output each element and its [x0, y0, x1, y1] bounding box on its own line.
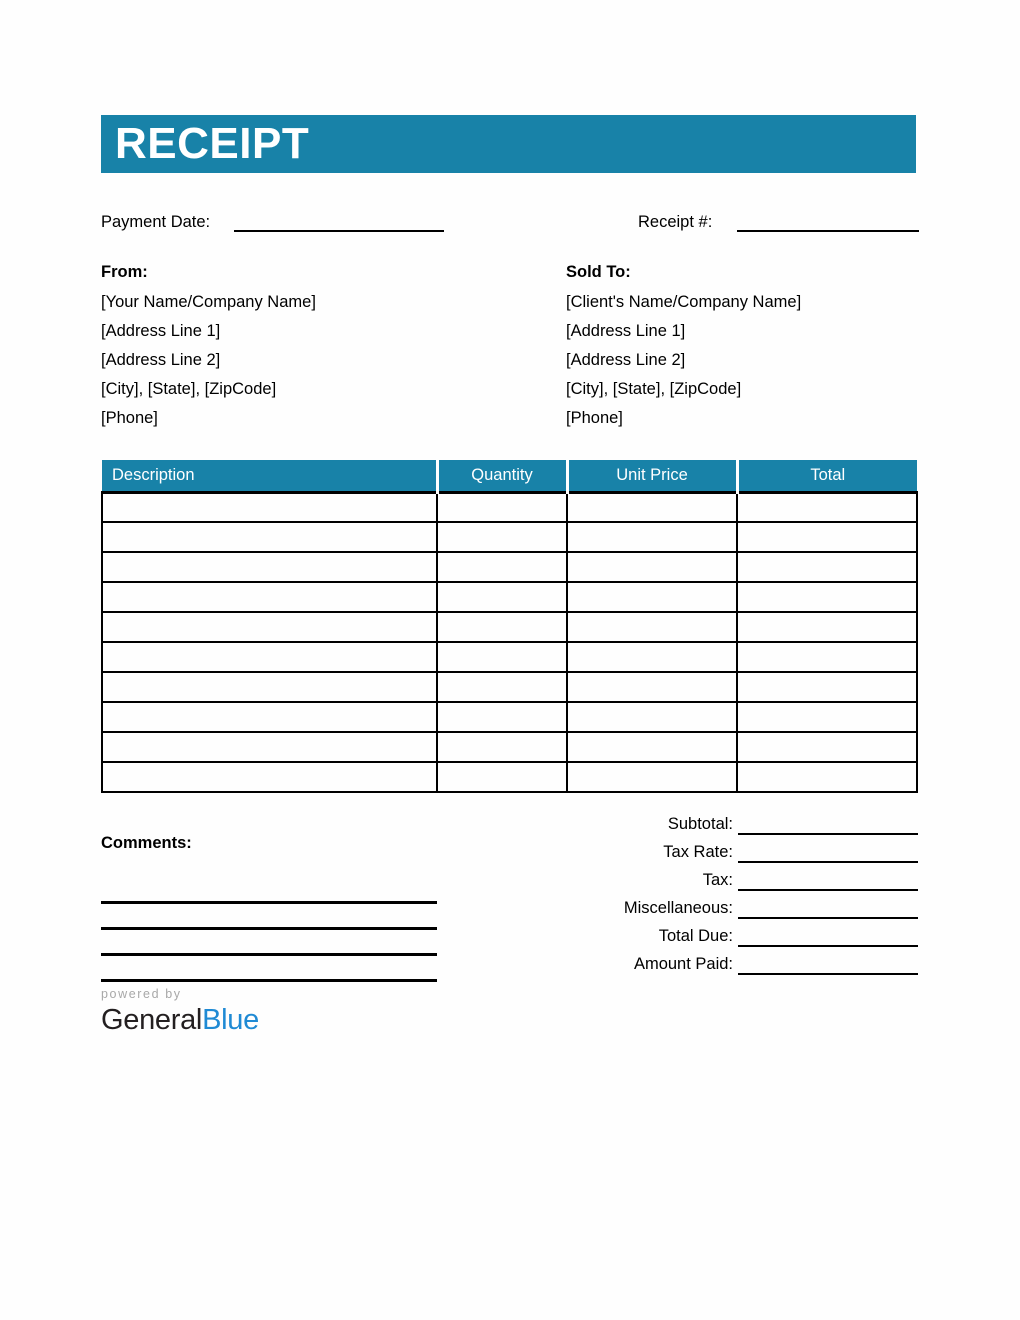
total-label-tax-rate: Tax Rate: [663, 843, 733, 861]
from-address-block [101, 261, 316, 433]
sold-to-line-2[interactable]: [Address Line 1] [566, 322, 686, 340]
payment-date-label: Payment Date: [101, 213, 211, 231]
total-label-tax: Tax: [702, 871, 733, 889]
cell-quantity[interactable] [437, 672, 567, 702]
cell-total[interactable] [737, 762, 917, 792]
comments-block [101, 832, 192, 854]
cell-quantity[interactable] [437, 702, 567, 732]
table-row [102, 762, 917, 792]
cell-unit-price[interactable] [567, 522, 737, 552]
from-heading: From: [101, 263, 148, 281]
cell-unit-price[interactable] [567, 492, 737, 522]
cell-description[interactable] [102, 522, 437, 552]
receipt-number-label: Receipt #: [638, 213, 713, 231]
cell-total[interactable] [737, 732, 917, 762]
brand-blue-text: Blue [202, 1004, 259, 1036]
cell-total[interactable] [737, 522, 917, 552]
total-row-total-due [560, 919, 918, 947]
total-label-amount-paid: Amount Paid: [633, 955, 733, 973]
cell-quantity[interactable] [437, 642, 567, 672]
receipt-meta-row [101, 204, 918, 234]
table-row [102, 522, 917, 552]
cell-quantity[interactable] [437, 552, 567, 582]
total-input-subtotal[interactable] [738, 812, 918, 835]
cell-quantity[interactable] [437, 492, 567, 522]
cell-unit-price[interactable] [567, 702, 737, 732]
cell-description[interactable] [102, 612, 437, 642]
payment-date-input[interactable] [234, 211, 444, 232]
column-header-quantity: Quantity [437, 460, 567, 492]
receipt-number-input[interactable] [737, 211, 919, 232]
sold-to-line-5[interactable]: [Phone] [566, 409, 623, 427]
sold-to-line-1[interactable]: [Client's Name/Company Name] [566, 293, 802, 311]
table-row [102, 672, 917, 702]
table-row [102, 492, 917, 522]
total-input-amount-paid[interactable] [738, 952, 918, 975]
cell-total[interactable] [737, 672, 917, 702]
comment-line[interactable] [101, 930, 437, 956]
cell-description[interactable] [102, 702, 437, 732]
receipt-title-banner [101, 115, 916, 173]
totals-block [560, 807, 918, 975]
cell-quantity[interactable] [437, 732, 567, 762]
cell-unit-price[interactable] [567, 732, 737, 762]
receipt-number-field [638, 204, 919, 232]
cell-total[interactable] [737, 642, 917, 672]
line-items-table-body [102, 492, 917, 792]
line-items-table [101, 460, 918, 793]
total-row-miscellaneous [560, 891, 918, 919]
total-input-total-due[interactable] [738, 924, 918, 947]
cell-quantity[interactable] [437, 582, 567, 612]
sold-to-heading: Sold To: [566, 263, 631, 281]
total-label-subtotal: Subtotal: [667, 815, 733, 833]
column-header-unit-price: Unit Price [567, 460, 737, 492]
total-input-tax-rate[interactable] [738, 840, 918, 863]
powered-by-label: powered by [101, 987, 182, 1001]
comments-lines [101, 878, 437, 982]
cell-total[interactable] [737, 612, 917, 642]
from-line-5[interactable]: [Phone] [101, 409, 158, 427]
total-input-miscellaneous[interactable] [738, 896, 918, 919]
cell-total[interactable] [737, 552, 917, 582]
table-row [102, 582, 917, 612]
cell-unit-price[interactable] [567, 642, 737, 672]
brand-wordmark [101, 1003, 259, 1037]
table-row [102, 702, 917, 732]
sold-to-line-4[interactable]: [City], [State], [ZipCode] [566, 380, 742, 398]
brand-general-text: General [101, 1004, 203, 1036]
cell-description[interactable] [102, 672, 437, 702]
generalblue-logo [101, 986, 259, 1037]
line-items-table-head [102, 460, 917, 492]
from-line-2[interactable]: [Address Line 1] [101, 322, 221, 340]
total-row-tax-rate [560, 835, 918, 863]
cell-total[interactable] [737, 582, 917, 612]
total-input-tax[interactable] [738, 868, 918, 891]
table-row [102, 552, 917, 582]
total-label-total-due: Total Due: [658, 927, 733, 945]
sold-to-address-block [566, 261, 801, 433]
cell-unit-price[interactable] [567, 612, 737, 642]
table-row [102, 642, 917, 672]
total-row-subtotal [560, 807, 918, 835]
cell-description[interactable] [102, 492, 437, 522]
cell-quantity[interactable] [437, 762, 567, 792]
cell-unit-price[interactable] [567, 762, 737, 792]
column-header-description: Description [102, 460, 437, 492]
table-row [102, 612, 917, 642]
cell-description[interactable] [102, 582, 437, 612]
page-title: RECEIPT [115, 119, 310, 168]
table-header-row [102, 460, 917, 492]
cell-unit-price[interactable] [567, 552, 737, 582]
total-row-tax [560, 863, 918, 891]
from-line-1[interactable]: [Your Name/Company Name] [101, 293, 316, 311]
cell-description[interactable] [102, 552, 437, 582]
cell-description[interactable] [102, 642, 437, 672]
comment-line[interactable] [101, 904, 437, 930]
cell-description[interactable] [102, 732, 437, 762]
from-line-4[interactable]: [City], [State], [ZipCode] [101, 380, 277, 398]
sold-to-line-3[interactable]: [Address Line 2] [566, 351, 686, 369]
cell-unit-price[interactable] [567, 672, 737, 702]
from-line-3[interactable]: [Address Line 2] [101, 351, 221, 369]
cell-unit-price[interactable] [567, 582, 737, 612]
comment-line[interactable] [101, 956, 437, 982]
cell-description[interactable] [102, 762, 437, 792]
payment-date-field [101, 204, 444, 232]
comments-heading: Comments: [101, 834, 192, 852]
table-row [102, 732, 917, 762]
comment-line[interactable] [101, 878, 437, 904]
cell-total[interactable] [737, 492, 917, 522]
cell-total[interactable] [737, 702, 917, 732]
cell-quantity[interactable] [437, 522, 567, 552]
total-row-amount-paid [560, 947, 918, 975]
total-label-miscellaneous: Miscellaneous: [623, 899, 733, 917]
column-header-total: Total [737, 460, 917, 492]
cell-quantity[interactable] [437, 612, 567, 642]
